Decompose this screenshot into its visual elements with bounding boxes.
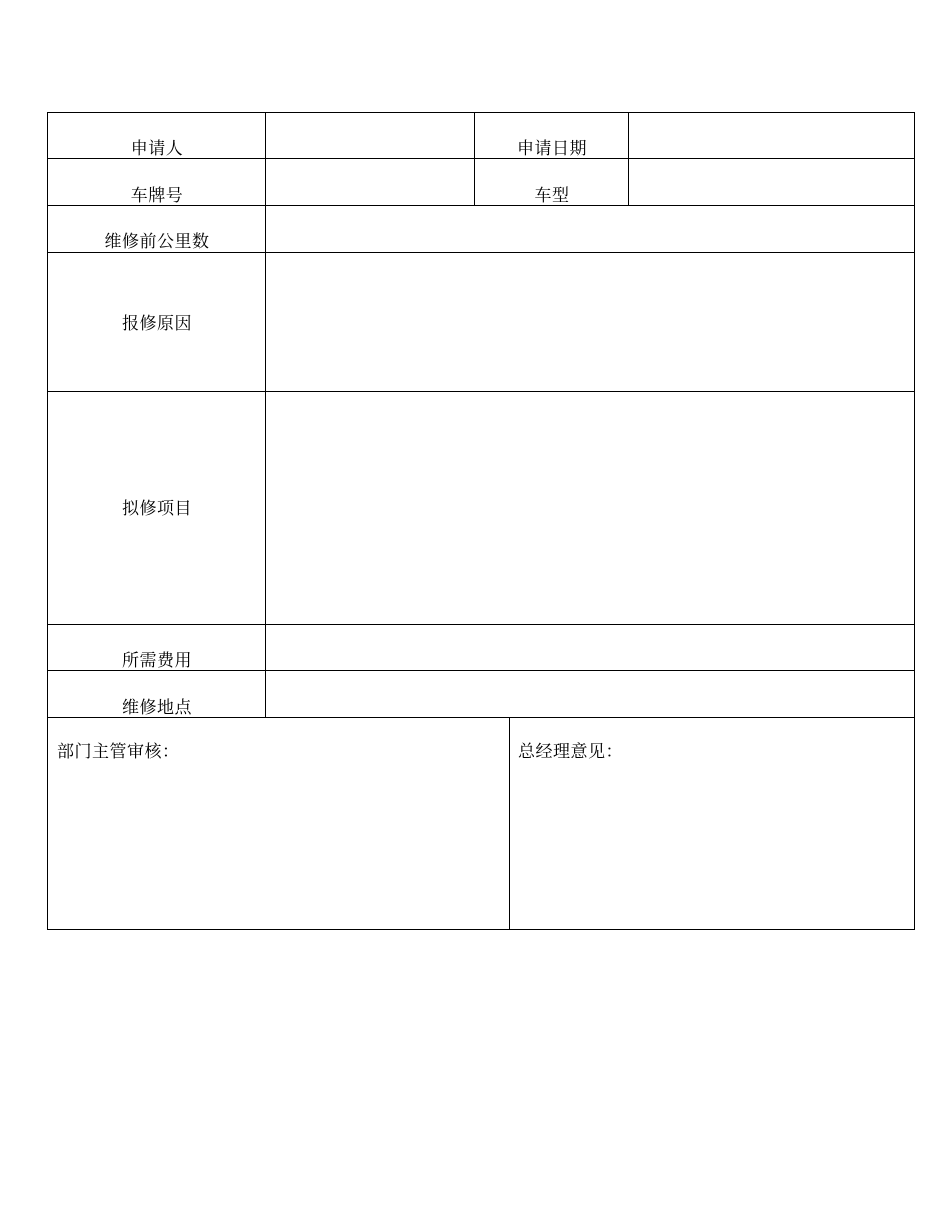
column-divider bbox=[474, 112, 475, 206]
repair-location-field[interactable] bbox=[266, 671, 914, 717]
vehicle-model-label: 车型 bbox=[534, 186, 570, 206]
applicant-label: 申请人 bbox=[130, 139, 184, 159]
apply-date-field[interactable] bbox=[629, 113, 914, 158]
general-manager-opinion-box[interactable] bbox=[510, 718, 914, 929]
department-review-box[interactable] bbox=[48, 718, 509, 929]
mileage-field[interactable] bbox=[266, 206, 914, 252]
vehicle-repair-form bbox=[47, 112, 915, 930]
planned-repair-items-field[interactable] bbox=[266, 392, 914, 624]
planned-repair-items-label: 拟修项目 bbox=[122, 499, 192, 519]
required-cost-field[interactable] bbox=[266, 625, 914, 670]
form-border-right bbox=[914, 112, 915, 930]
department-review-label: 部门主管审核： bbox=[57, 742, 180, 762]
repair-reason-label: 报修原因 bbox=[122, 314, 192, 334]
plate-number-field[interactable] bbox=[266, 159, 474, 205]
form-border-bottom bbox=[47, 929, 915, 930]
repair-location-label: 维修地点 bbox=[122, 698, 192, 718]
repair-reason-field[interactable] bbox=[266, 253, 914, 391]
general-manager-opinion-label: 总经理意见： bbox=[518, 742, 623, 762]
applicant-field[interactable] bbox=[266, 113, 474, 158]
required-cost-label: 所需费用 bbox=[122, 651, 192, 671]
mileage-label: 维修前公里数 bbox=[104, 232, 210, 252]
apply-date-label: 申请日期 bbox=[517, 139, 587, 159]
plate-number-label: 车牌号 bbox=[130, 186, 184, 206]
vehicle-model-field[interactable] bbox=[629, 159, 914, 205]
